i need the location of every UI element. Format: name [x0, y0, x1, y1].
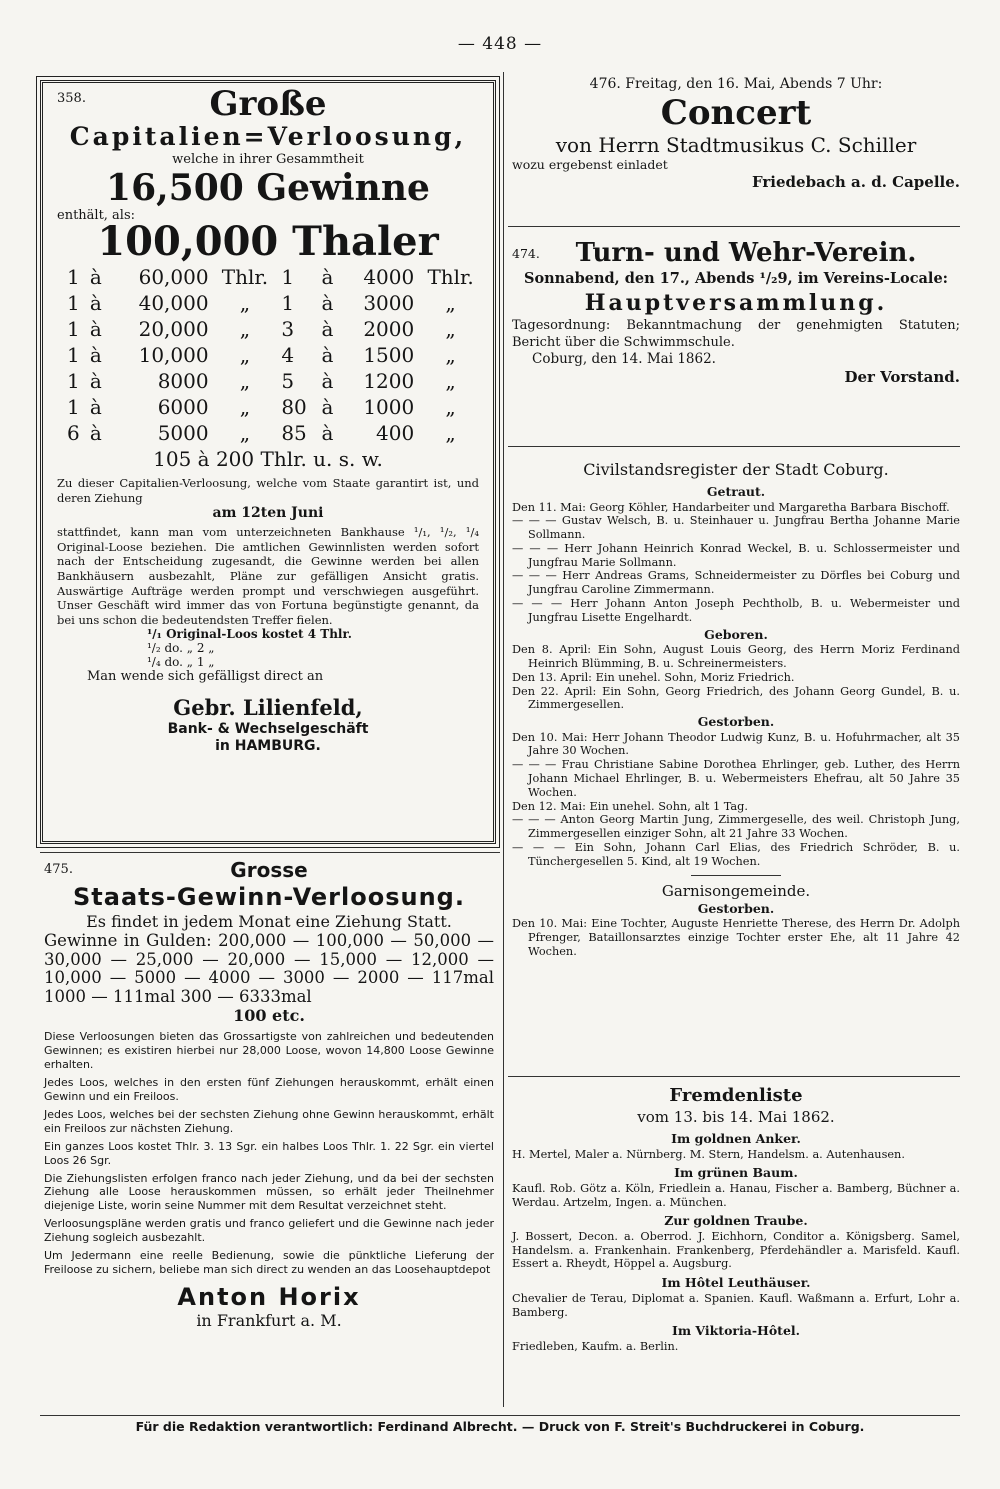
civil-getraut-list: [512, 501, 960, 625]
prize-cell-r-a: à: [321, 291, 334, 315]
ad2-para-7: Um Jedermann eine reelle Bedienung, sowie die pünktliche Lieferung der Freiloose zu sichern, beliebe man sich direct zu wenden an das Loosehauptdepot: [44, 1249, 494, 1276]
ad-body-1: Zu dieser Capitalien-Verloosung, welche vom Staate garantirt ist, und deren Ziehung: [57, 476, 479, 505]
ad2-prize-end: 100 etc.: [233, 1006, 305, 1026]
prize-cell-r-u: „: [445, 343, 456, 367]
prize-cell-r-n: 80: [281, 395, 307, 419]
fremden-t1: H. Mertel, Maler a. Nürnberg. M. Stern, Handelsm. a. Autenhausen.: [512, 1147, 905, 1161]
prize-cell-r-n: 85: [281, 421, 307, 445]
ad2-para-6: Verloosungspläne werden gratis und franco geliefert und die Gewinne nach jeder Ziehung sogleich ausbezahlt.: [44, 1217, 494, 1245]
prize-cell-l-a: à: [89, 265, 102, 289]
column-divider: [503, 72, 504, 1407]
ad-enthaelt: enthält, als:: [57, 208, 136, 223]
prize-cell-l-v: 5000: [157, 421, 209, 445]
prize-cell-r-a: à: [321, 265, 334, 289]
prize-cell-r-a: à: [321, 369, 334, 393]
prize-cell-l-u: „: [239, 343, 251, 367]
fremden-t2: Kaufl. Rob. Götz a. Köln, Friedlein a. Hanau, Fischer a. Bamberg, Büchner a. Werdau. Artzelm, Ingen. a. München.: [512, 1181, 960, 1209]
prize-cell-r-v: 1500: [363, 343, 415, 367]
civil-birth-entry: Den 22. April: Ein Sohn, Georg Friedrich, des Johann Georg Gundel, B. u. Zimmergesellen.: [512, 684, 960, 712]
civil-death-entry: — — — Anton Georg Martin Jung, Zimmergeselle, des weil. Christoph Jung, Zimmergesellen einziger Sohn, alt 21 Jahre 33 Wochen.: [512, 813, 960, 841]
prize-cell-r-v: 3000: [363, 291, 415, 315]
ad-bank-name: Gebr. Lilienfeld,: [173, 695, 363, 721]
prize-cell-r-u: Thlr.: [427, 265, 474, 289]
fremden-h3: Zur goldnen Traube.: [664, 1213, 808, 1229]
prize-cell-r-a: à: [321, 421, 334, 445]
ad-title-verloosung: Capitalien=Verloosung,: [69, 122, 467, 151]
civil-death-entry: — — — Frau Christiane Sabine Dorothea Ehrlinger, geb. Luther, des Herrn Johann Michael Ehrlinger, B. u. Webermeisters Ehefrau, alt 50 Jahre 35 Wochen.: [512, 758, 960, 799]
ad-line-gesammtheit: welche in ihrer Gesammtheit: [172, 152, 364, 167]
ad2-title: Grosse: [230, 858, 308, 882]
fremden-date: vom 13. bis 14. Mai 1862.: [637, 1108, 835, 1126]
prize-cell-l-a: à: [89, 395, 102, 419]
fremden-h1: Im goldnen Anker.: [671, 1131, 801, 1146]
verein-number: 474.: [512, 246, 540, 261]
civil-marriage-entry: Den 11. Mai: Georg Köhler, Handarbeiter und Margaretha Barbara Bischoff.: [512, 500, 950, 514]
fremden-t5: Friedleben, Kaufm. a. Berlin.: [512, 1339, 679, 1353]
civil-marriage-entry: — — — Gustav Welsch, B. u. Steinhauer u. Jungfrau Bertha Johanne Marie Sollmann.: [512, 514, 960, 542]
prize-cell-l-u: „: [239, 395, 251, 419]
right-rule-2: [508, 446, 960, 447]
prize-cell-r-v: 2000: [363, 317, 415, 341]
prize-cell-l-v: 40,000: [138, 291, 209, 315]
prize-cell-l-v: 20,000: [138, 317, 209, 341]
right-rule-1: [508, 226, 960, 227]
verein-signature: Der Vorstand.: [844, 367, 960, 386]
prize-cell-r-n: 3: [281, 317, 295, 341]
prize-cell-r-v: 400: [376, 421, 415, 445]
prize-cell-l-a: à: [89, 291, 102, 315]
fremden-h5: Im Viktoria-Hôtel.: [671, 1323, 801, 1339]
lottery-ad-horix: [44, 858, 494, 1331]
fremden-title: Fremdenliste: [669, 1085, 803, 1106]
left-rule-1: [40, 852, 500, 853]
ad2-city: in Frankfurt a. M.: [196, 1310, 342, 1330]
ad-body-2: stattfindet, kann man vom unterzeichneten Bankhause ¹/₁, ¹/₂, ¹/₄ Original-Loose beziehen. Die amtlichen Gewinnlisten werden sofort nach der Entscheidung zugesandt, die Gewinne werden bei allen Bankhäusern ausbezahlt, Pläne zur gefälligen Ansicht gratis. Auswärtige Aufträge werden prompt und verschwiegen ausgeführt. Unser Geschäft wird immer das von Fortuna begünstigte genannt, da bei uns schon die bedeutendsten Treffer fielen.: [57, 525, 479, 627]
prize-cell-l-n: 1: [67, 343, 80, 367]
ad2-signature: Anton Horix: [177, 1282, 361, 1311]
prize-cell-r-n: 4: [281, 343, 295, 367]
fremden-h2: Im grünen Baum.: [674, 1165, 798, 1181]
civil-short-rule: [691, 875, 781, 876]
footer-imprint: Für die Redaktion verantwortlich: Ferdinand Albrecht. — Druck von F. Streit's Buchdruckerei in Coburg.: [135, 1419, 865, 1434]
prize-table: [65, 264, 485, 446]
fremden-t3: J. Bossert, Decon. a. Oberrod. J. Eichhorn, Conditor a. Königsberg. Samel, Handelsm. a. Frankenhain. Frankenberg, Pferdehändler a. Marisfeld. Kaufl. Essert a. Rheydt, Höppel a. Augsburg.: [512, 1229, 960, 1271]
prize-cell-r-u: „: [445, 317, 456, 341]
prize-cell-r-u: „: [445, 421, 456, 445]
prize-cell-l-u: „: [239, 291, 251, 315]
prize-cell-l-v: 60,000: [138, 265, 209, 289]
civil-marriage-entry: — — — Herr Andreas Grams, Schneidermeister zu Dörfles bei Coburg und Jungfrau Caroline Zimmermann.: [512, 569, 960, 597]
ad-price-1: ¹/₁ Original-Loos kostet 4 Thlr.: [147, 627, 352, 642]
ad2-para-2: Jedes Loos, welches in den ersten fünf Ziehungen herauskommt, erhält einen Gewinn und ein Freiloos.: [44, 1076, 494, 1103]
prize-cell-l-v: 6000: [157, 395, 209, 419]
verein-meeting: Hauptversammlung.: [584, 290, 888, 316]
ad2-prize-list: Gewinne in Gulden: 200,000 — 100,000 — 50,000 — 30,000 — 25,000 — 20,000 — 15,000 — 12,000 — 10,000 — 5000 — 4000 — 3000 — 2000 — 117mal 1000 — 111mal 300 — 6333mal: [44, 931, 494, 1006]
prize-cell-l-a: à: [89, 369, 102, 393]
ad2-para-4: Ein ganzes Loos kostet Thlr. 3. 13 Sgr. ein halbes Loos Thlr. 1. 22 Sgr. ein viertel Loos 26 Sgr.: [44, 1139, 494, 1167]
lottery-ad-lilienfeld: [40, 80, 496, 844]
prize-cell-r-v: 1200: [363, 369, 415, 393]
civil-birth-entry: Den 8. April: Ein Sohn, August Louis Georg, des Herrn Moriz Ferdinand Heinrich Blümming, B. u. Schreinermeisters.: [512, 643, 960, 670]
civil-marriage-entry: — — — Herr Johann Heinrich Konrad Weckel, B. u. Schlossermeister und Jungfrau Marie Sollmann.: [512, 541, 960, 569]
prize-cell-l-u: Thlr.: [221, 265, 269, 289]
ad-bank-city: in HAMBURG.: [215, 738, 321, 755]
prize-cell-r-u: „: [445, 369, 456, 393]
prize-cell-l-u: „: [239, 369, 251, 393]
civil-getraut-heading: Getraut.: [706, 484, 766, 499]
prize-cell-l-u: „: [239, 421, 251, 445]
civil-birth-entry: Den 13. April: Ein unehel. Sohn, Moriz Friedrich.: [512, 670, 795, 684]
civil-geboren-heading: Geboren.: [704, 626, 768, 642]
concert-invite: wozu ergebenst einladet: [512, 156, 668, 172]
prize-cell-l-n: 1: [67, 317, 80, 341]
prize-cell-r-u: „: [445, 291, 456, 315]
prize-cell-r-a: à: [321, 317, 334, 341]
ad2-para-5: Die Ziehungslisten erfolgen franco nach jeder Ziehung, und da bei der sechsten Ziehung alle Loose herauskommen müssen, so erhält jeder Theilnehmer diejenige Liste, worin seine Nummer mit dem Resultat verzeichnet steht.: [44, 1171, 494, 1213]
prize-cell-r-n: 5: [281, 369, 295, 393]
verein-agenda: Tagesordnung: Bekanntmachung der genehmigten Statuten; Bericht über die Schwimmschule.: [512, 318, 960, 350]
ad-price-2: ¹/₂ do. „ 2 „: [147, 641, 215, 656]
verein-notice: [512, 236, 960, 386]
verein-date: Sonnabend, den 17., Abends ¹/₂9, im Vereins-Locale:: [523, 270, 949, 287]
civil-death-entry: Den 12. Mai: Ein unehel. Sohn, alt 1 Tag.: [512, 799, 748, 813]
civil-gestorben-heading: Gestorben.: [697, 714, 775, 730]
prize-row: [65, 290, 485, 316]
ad2-number: 475.: [44, 862, 73, 877]
prize-cell-l-n: 1: [67, 265, 80, 289]
ad-number: 358.: [57, 91, 86, 106]
concert-notice: [512, 76, 960, 191]
civil-title: Civilstandsregister der Stadt Coburg.: [583, 460, 889, 479]
page-number: — 448 —: [457, 34, 543, 54]
ad2-subtitle: Staats-Gewinn-Verloosung.: [73, 883, 465, 911]
ad2-para-1: Diese Verloosungen bieten das Grossartigste von zahlreichen und bedeutenden Gewinnen; es existiren hierbei nur 28,000 Loose, wovon 14,800 Loose Gewinne erhalten.: [44, 1030, 494, 1072]
civil-marriage-entry: — — — Herr Johann Anton Joseph Pechtholb, B. u. Webermeister und Jungfrau Lisette Engelhardt.: [512, 597, 960, 624]
prize-cell-l-u: „: [239, 317, 251, 341]
civil-death-entry: — — — Ein Sohn, Johann Carl Elias, des Friedrich Schröder, B. u. Tünchergesellen 5. Kind, alt 19 Wochen.: [512, 841, 960, 868]
prize-cell-l-a: à: [89, 421, 102, 445]
prize-row: [65, 342, 485, 368]
prize-cell-l-n: 6: [67, 421, 80, 445]
civil-geboren-list: [512, 643, 960, 712]
verein-place-date: Coburg, den 14. Mai 1862.: [532, 351, 716, 367]
ad-bank-sub: Bank- & Wechselgeschäft: [167, 721, 369, 738]
prize-cell-l-a: à: [89, 317, 102, 341]
footer-rule: [40, 1415, 960, 1416]
prize-last-line: 105 à 200 Thlr. u. s. w.: [153, 447, 383, 471]
fremden-h4: Im Hôtel Leuthäuser.: [661, 1275, 811, 1291]
prize-cell-l-a: à: [89, 343, 102, 367]
ad2-monthly-line: Es findet in jedem Monat eine Ziehung Statt.: [86, 912, 452, 931]
civil-death-entry: Den 10. Mai: Herr Johann Theodor Ludwig Kunz, B. u. Hofuhrmacher, alt 35 Jahre 30 Wochen.: [512, 730, 960, 758]
prize-row: [65, 316, 485, 342]
ad-price-3: ¹/₄ do. „ 1 „: [147, 655, 215, 670]
ad-draw-date: am 12ten Juni: [212, 505, 324, 522]
civil-garnison-heading: Garnisongemeinde.: [661, 881, 811, 900]
prize-cell-r-u: „: [445, 395, 456, 419]
ad-wende: Man wende sich gefälligst direct an: [87, 669, 324, 685]
concert-by: von Herrn Stadtmusikus C. Schiller: [555, 132, 917, 157]
prize-cell-l-n: 1: [67, 369, 80, 393]
ad-title-grosse: Große: [209, 84, 327, 124]
prize-cell-r-n: 1: [281, 265, 295, 289]
concert-place: Friedebach a. d. Capelle.: [752, 173, 960, 191]
concert-header: 476. Freitag, den 16. Mai, Abends 7 Uhr:: [589, 76, 883, 92]
fremden-t4: Chevalier de Terau, Diplomat a. Spanien. Kaufl. Waßmann a. Erfurt, Lohr a. Bamberg.: [512, 1291, 960, 1319]
prize-cell-l-v: 10,000: [138, 343, 209, 367]
civil-register: [512, 460, 960, 959]
prize-cell-r-a: à: [321, 343, 334, 367]
civil-gestorben-list: [512, 731, 960, 869]
prize-cell-r-v: 4000: [363, 265, 415, 289]
prize-row: [65, 394, 485, 420]
prize-row: [65, 368, 485, 394]
ad-main-prize: 100,000 Thaler: [97, 218, 439, 265]
verein-title: Turn- und Wehr-Verein.: [575, 238, 917, 268]
ad2-para-3: Jedes Loos, welches bei der sechsten Ziehung ohne Gewinn herauskommt, erhält ein Freiloos zur nächsten Ziehung.: [44, 1107, 494, 1135]
prize-row: [65, 420, 485, 446]
prize-cell-r-a: à: [321, 395, 334, 419]
prize-cell-r-v: 1000: [363, 395, 415, 419]
prize-cell-r-n: 1: [281, 291, 295, 315]
right-rule-3: [508, 1076, 960, 1077]
prize-row: [65, 264, 485, 290]
concert-title: Concert: [660, 92, 812, 133]
fremdenliste: [512, 1084, 960, 1354]
ad-gewinne-count: 16,500 Gewinne: [106, 167, 430, 209]
prize-cell-l-v: 8000: [157, 369, 209, 393]
prize-cell-l-n: 1: [67, 395, 80, 419]
prize-cell-l-n: 1: [67, 291, 80, 315]
civil-garnison-gestorben-heading: Gestorben.: [697, 900, 775, 916]
civil-garnison-entry: Den 10. Mai: Eine Tochter, Auguste Henriette Therese, des Herrn Dr. Adolph Pfrenger, Bataillonsarztes einzige Tochter erster Ehe, alt 11 Jahre 42 Wochen.: [512, 917, 960, 958]
